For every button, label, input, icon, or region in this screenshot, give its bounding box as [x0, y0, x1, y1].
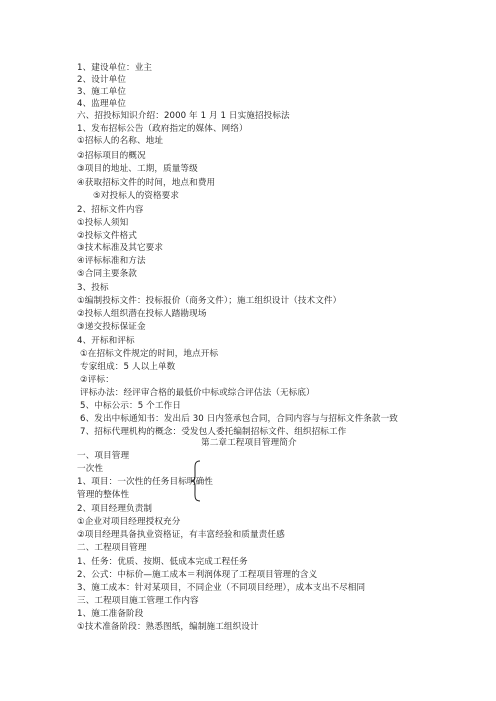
text-line: 3、投标 — [77, 283, 109, 293]
text-line: 2、项目经理负责制 — [77, 504, 153, 514]
text-line: 7、招标代理机构的概念：受发包人委托编制招标文件、组织招标工作 — [80, 427, 347, 437]
text-line: 1、发布招标公告（政府指定的媒体、网络） — [77, 124, 248, 134]
text-line: 1、施工准备阶段 — [77, 609, 144, 619]
text-line: 2、设计单位 — [77, 75, 127, 85]
brace-symbol — [189, 460, 203, 502]
text-line: 3、施工成本：针对某项目，不同企业（不同项目经理），成本支出不尽相同 — [77, 583, 366, 593]
text-line: ⑤合同主要条款 — [77, 269, 137, 279]
text-line: 5、中标公示：5 个工作日 — [80, 401, 181, 411]
text-line: 6、发出中标通知书：发出后 30 日内签承包合同，合同内容与与招标文件条款一致 — [80, 414, 398, 424]
text-line: 2、招标文件内容 — [77, 205, 144, 215]
text-line: ①编制投标文件：投标报价（商务文件）；施工组织设计（技术文件） — [77, 296, 342, 306]
text-line: 1、项目：一次性的任务目标明确性 — [77, 477, 213, 487]
text-line: ③技术标准及其它要求 — [77, 243, 164, 253]
text-line: ⑤对投标人的资格要求 — [93, 191, 180, 201]
text-line: ②项目经理具备执业资格证，有丰富经验和质量责任感 — [77, 530, 285, 540]
text-line: 三、工程项目施工管理工作内容 — [77, 596, 199, 606]
text-line: 4、开标和评标 — [77, 336, 135, 346]
text-line: 管理的整体性 — [77, 490, 130, 500]
text-line: ②投标文件格式 — [77, 231, 137, 241]
text-line: ③递交投标保证金 — [77, 322, 146, 332]
text-line: ①技术准备阶段：熟悉图纸，编制施工组织设计 — [77, 622, 259, 632]
text-line: ④评标标准和方法 — [77, 256, 146, 266]
text-line: 评标办法：经评审合格的最低价中标或综合评估法（无标底） — [80, 388, 315, 398]
text-line: 一次性 — [77, 464, 104, 474]
text-line: 3、施工单位 — [77, 87, 127, 97]
text-line: 1、任务：优质、按期、低成本完成工程任务 — [77, 557, 248, 567]
text-line: ②评标： — [80, 375, 114, 385]
text-line: ①投标人须知 — [77, 218, 129, 228]
chapter-title: 第二章工程项目管理简介 — [201, 438, 297, 448]
text-line: 一、项目管理 — [77, 451, 130, 461]
text-line: ①企业对项目经理授权充分 — [77, 517, 181, 527]
text-line: 二、工程项目管理 — [77, 543, 147, 553]
text-line: ①在招标文件规定的时间，地点开标 — [80, 349, 219, 359]
text-line: 4、监理单位 — [77, 99, 127, 109]
text-line: ①招标人的名称、地址 — [77, 136, 164, 146]
text-line: ②投标人组织潜在投标人踏勘现场 — [77, 309, 207, 319]
text-line: 2、公式：中标价—施工成本＝利润体现了工程项目管理的含义 — [77, 570, 318, 580]
text-line: 1、建设单位：业主 — [77, 63, 153, 73]
text-line: ④获取招标文件的时间，地点和费用 — [77, 178, 216, 188]
text-line: 六、招投标知识介绍：2000 年 1 月 1 日实施招投标法 — [77, 111, 290, 121]
text-line: 专家组成：5 人以上单数 — [80, 362, 176, 372]
text-line: ②招标项目的概况 — [77, 151, 146, 161]
text-line: ③项目的地址、工期，质量等级 — [77, 164, 198, 174]
